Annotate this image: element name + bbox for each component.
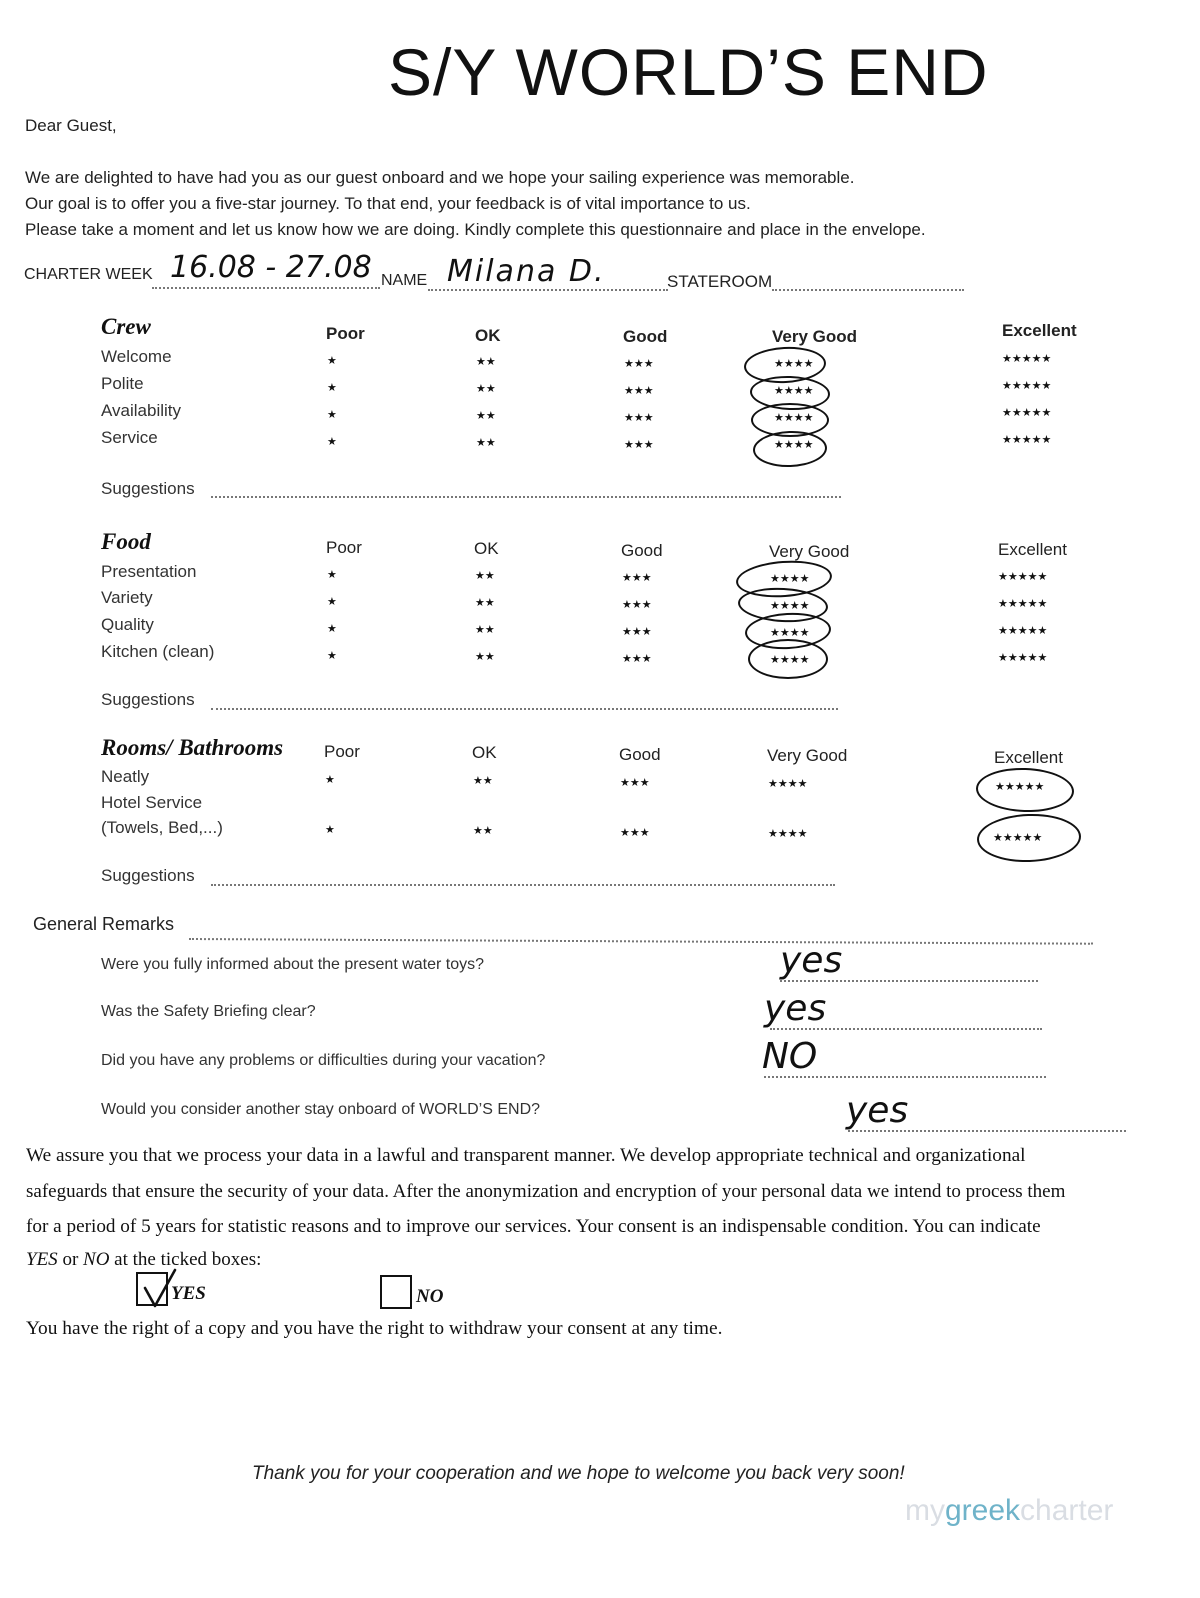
rating-option[interactable]: ★ bbox=[327, 436, 337, 448]
col-poor: Poor bbox=[326, 324, 365, 343]
rating-option[interactable]: ★★★★★ bbox=[993, 832, 1043, 844]
row-label: Polite bbox=[101, 374, 144, 393]
watermark-logo: mygreekcharter bbox=[905, 1494, 1114, 1527]
rating-option[interactable]: ★★★ bbox=[622, 599, 652, 611]
suggestions-label: Suggestions bbox=[101, 866, 195, 885]
rating-option[interactable]: ★★★★★ bbox=[998, 652, 1048, 664]
col-ok: OK bbox=[472, 743, 497, 762]
rating-option[interactable]: ★★★ bbox=[624, 439, 654, 451]
rating-option[interactable]: ★★★★ bbox=[770, 573, 810, 585]
rating-option[interactable]: ★★★★★ bbox=[998, 571, 1048, 583]
rating-option[interactable]: ★★★ bbox=[620, 827, 650, 839]
rating-option[interactable]: ★★★★★ bbox=[1002, 407, 1052, 419]
intro-line-2: Our goal is to offer you a five-star journey. To that end, your feedback is of vital importance to us. bbox=[25, 194, 751, 213]
document-title: S/Y WORLD’S END bbox=[388, 35, 989, 109]
col-ok: OK bbox=[475, 326, 501, 345]
charter-week-value[interactable]: 16.08 - 27.08 bbox=[170, 250, 372, 285]
rating-option[interactable]: ★★ bbox=[473, 825, 493, 837]
col-ok: OK bbox=[474, 539, 499, 558]
suggestions-label: Suggestions bbox=[101, 479, 195, 498]
name-value[interactable]: Milana D. bbox=[447, 254, 606, 289]
question-4: Would you consider another stay onboard of WORLD’S END? bbox=[101, 1101, 541, 1118]
consent-yes-label: YES bbox=[171, 1283, 206, 1304]
rating-option[interactable]: ★ bbox=[327, 650, 337, 662]
section-title-crew: Crew bbox=[101, 314, 151, 339]
privacy-line-3: for a period of 5 years for statistic reasons and to improve our services. Your consent is an indispensable condition. You can indicate bbox=[26, 1216, 1041, 1237]
rating-option[interactable]: ★ bbox=[325, 824, 335, 836]
col-excellent: Excellent bbox=[994, 748, 1063, 767]
rating-option[interactable]: ★★ bbox=[475, 651, 495, 663]
row-label: Variety bbox=[101, 588, 153, 607]
row-label: Quality bbox=[101, 615, 154, 634]
rating-option[interactable]: ★★★★★ bbox=[998, 598, 1048, 610]
rating-option[interactable]: ★★★ bbox=[622, 626, 652, 638]
rating-option[interactable]: ★★ bbox=[476, 437, 496, 449]
row-label: Presentation bbox=[101, 562, 197, 581]
col-poor: Poor bbox=[324, 742, 360, 761]
rating-option[interactable]: ★★★★ bbox=[774, 385, 814, 397]
privacy-rights: You have the right of a copy and you have the right to withdraw your consent at any time. bbox=[26, 1318, 723, 1339]
consent-no-checkbox[interactable] bbox=[380, 1275, 412, 1309]
col-good: Good bbox=[623, 327, 668, 346]
rating-option[interactable]: ★★ bbox=[475, 624, 495, 636]
row-label: Hotel Service bbox=[101, 793, 203, 812]
row-label: Neatly bbox=[101, 767, 150, 786]
rating-option[interactable]: ★★★★★ bbox=[995, 781, 1045, 793]
rating-option[interactable]: ★★ bbox=[476, 383, 496, 395]
col-very-good: Very Good bbox=[769, 542, 850, 561]
rating-option[interactable]: ★★★★★ bbox=[1002, 434, 1052, 446]
rating-option[interactable]: ★★★★ bbox=[768, 828, 808, 840]
section-title-food: Food bbox=[101, 529, 151, 554]
answer-3[interactable]: NO bbox=[762, 1036, 818, 1077]
rating-option[interactable]: ★★★ bbox=[620, 777, 650, 789]
rating-option[interactable]: ★★★★★ bbox=[998, 625, 1048, 637]
selection-circle bbox=[748, 639, 828, 679]
rating-option[interactable]: ★★★★ bbox=[770, 654, 810, 666]
rating-option[interactable]: ★★★★ bbox=[770, 627, 810, 639]
col-excellent: Excellent bbox=[998, 540, 1067, 559]
answer-1[interactable]: yes bbox=[780, 940, 843, 981]
row-label: Service bbox=[101, 428, 158, 447]
rating-option[interactable]: ★ bbox=[327, 596, 337, 608]
rating-option[interactable]: ★ bbox=[325, 774, 335, 786]
rating-option[interactable]: ★★★ bbox=[622, 572, 652, 584]
consent-no-label: NO bbox=[416, 1286, 444, 1307]
row-label-line2: (Towels, Bed,...) bbox=[101, 818, 223, 837]
intro-line-1: We are delighted to have had you as our guest onboard and we hope your sailing experience was memorable. bbox=[25, 168, 855, 187]
section-title-rooms: Rooms/ Bathrooms bbox=[101, 735, 284, 760]
indicate-yes: YES bbox=[26, 1249, 58, 1270]
rating-option[interactable]: ★★ bbox=[473, 775, 493, 787]
rating-option[interactable]: ★★ bbox=[475, 570, 495, 582]
rating-option[interactable]: ★ bbox=[327, 382, 337, 394]
rating-option[interactable]: ★ bbox=[327, 355, 337, 367]
question-2: Was the Safety Briefing clear? bbox=[101, 1003, 316, 1020]
rating-option[interactable]: ★★★ bbox=[624, 385, 654, 397]
thank-you-note: Thank you for your cooperation and we hope to welcome you back very soon! bbox=[252, 1463, 905, 1484]
col-poor: Poor bbox=[326, 538, 362, 557]
col-very-good: Very Good bbox=[767, 746, 848, 765]
general-remarks-label: General Remarks bbox=[33, 914, 175, 934]
rating-option[interactable]: ★★★★ bbox=[774, 412, 814, 424]
rating-option[interactable]: ★ bbox=[327, 569, 337, 581]
question-1: Were you fully informed about the present water toys? bbox=[101, 956, 485, 973]
rating-option[interactable]: ★ bbox=[327, 409, 337, 421]
suggestions-label: Suggestions bbox=[101, 690, 195, 709]
row-label: Kitchen (clean) bbox=[101, 642, 215, 661]
col-good: Good bbox=[619, 745, 661, 764]
rating-option[interactable]: ★★★ bbox=[624, 412, 654, 424]
rating-option[interactable]: ★★ bbox=[475, 597, 495, 609]
selection-circle bbox=[975, 766, 1074, 813]
selection-circle bbox=[976, 812, 1082, 864]
rating-option[interactable]: ★★★★ bbox=[774, 439, 814, 451]
rating-option[interactable]: ★★★★ bbox=[768, 778, 808, 790]
stateroom-label: STATEROOM bbox=[667, 272, 773, 291]
greeting: Dear Guest, bbox=[25, 116, 117, 135]
privacy-line-1: We assure you that we process your data in a lawful and transparent manner. We develop appropriate technical and organizational bbox=[26, 1145, 1026, 1166]
rating-option[interactable]: ★★★★ bbox=[774, 358, 814, 370]
rating-option[interactable]: ★★★★ bbox=[770, 600, 810, 612]
rating-option[interactable]: ★★★★★ bbox=[1002, 353, 1052, 365]
privacy-line-2: safeguards that ensure the security of your data. After the anonymization and encryption of your personal data we intend to process them bbox=[26, 1181, 1066, 1202]
intro-line-3: Please take a moment and let us know how we are doing. Kindly complete this questionnaire and place in the envelope. bbox=[25, 220, 926, 239]
rating-option[interactable]: ★★★ bbox=[622, 653, 652, 665]
charter-week-label: CHARTER WEEK bbox=[24, 266, 153, 283]
question-3: Did you have any problems or difficulties during your vacation? bbox=[101, 1052, 546, 1069]
rating-option[interactable]: ★★★ bbox=[624, 358, 654, 370]
answer-2[interactable]: yes bbox=[764, 988, 827, 1029]
rating-option[interactable]: ★★★★★ bbox=[1002, 380, 1052, 392]
rating-option[interactable]: ★★ bbox=[476, 410, 496, 422]
selection-circle bbox=[752, 430, 827, 469]
row-label: Availability bbox=[101, 401, 182, 420]
row-label: Welcome bbox=[101, 347, 172, 366]
answer-4[interactable]: yes bbox=[846, 1090, 909, 1131]
name-label: NAME bbox=[381, 272, 428, 289]
rating-option[interactable]: ★ bbox=[327, 623, 337, 635]
indicate-or: or bbox=[57, 1249, 84, 1270]
col-excellent: Excellent bbox=[1002, 321, 1077, 340]
rating-option[interactable]: ★★ bbox=[476, 356, 496, 368]
col-very-good: Very Good bbox=[772, 327, 858, 346]
indicate-tail: at the ticked boxes: bbox=[109, 1249, 262, 1270]
indicate-no: NO bbox=[83, 1249, 110, 1270]
col-good: Good bbox=[621, 541, 663, 560]
